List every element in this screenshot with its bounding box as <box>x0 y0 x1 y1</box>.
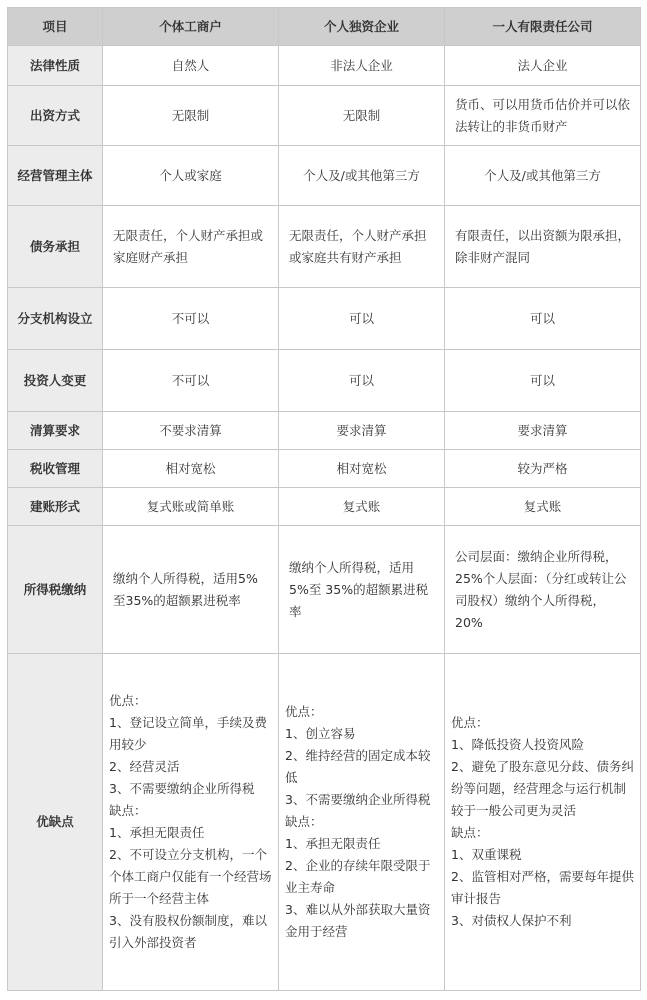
table-row <box>8 146 641 206</box>
pros-cons-line: 3、不需要缴纳企业所得税 <box>285 792 431 807</box>
comparison-table <box>7 7 641 991</box>
table-cell: 可以 <box>279 288 445 350</box>
pros-cons-line: 3、不需要缴纳企业所得税 <box>109 781 255 796</box>
table-row <box>8 350 641 412</box>
table-cell: 个人及/或其他第三方 <box>445 146 641 206</box>
pros-cons-line: 3、对债权人保护不利 <box>451 913 572 928</box>
table-cell: 个人及/或其他第三方 <box>279 146 445 206</box>
header-row <box>8 8 641 46</box>
row-label: 经营管理主体 <box>8 146 103 206</box>
table-cell: 货币、可以用货币估价并可以依法转让的非货币财产 <box>445 86 641 146</box>
table-cell: 复式账 <box>445 488 641 526</box>
table-row <box>8 526 641 654</box>
pros-cons-line: 2、不可设立分支机构，一个个体工商户仅能有一个经营场所于一个经营主体 <box>109 847 272 906</box>
table-cell: 缴纳个人所得税，适用5%至35%的超额累进税率 <box>103 526 279 654</box>
table-cell: 可以 <box>445 288 641 350</box>
pros-cons-row <box>8 654 641 991</box>
table-cell: 公司层面：缴纳企业所得税，25%个人层面：（分红或转让公司股权）缴纳个人所得税，20% <box>445 526 641 654</box>
table-cell: 缴纳个人所得税，适用 5%至 35%的超额累进税率 <box>279 526 445 654</box>
pros-cons-line: 优点： <box>109 693 147 708</box>
row-label: 债务承担 <box>8 206 103 288</box>
table-cell: 复式账或简单账 <box>103 488 279 526</box>
table-row <box>8 412 641 450</box>
table-row <box>8 86 641 146</box>
pros-cons-line: 缺点： <box>451 825 489 840</box>
table-cell: 无限责任，个人财产承担或家庭共有财产承担 <box>279 206 445 288</box>
table-cell: 无限责任，个人财产承担或家庭财产承担 <box>103 206 279 288</box>
pros-cons-line: 2、企业的存续年限受限于业主寿命 <box>285 858 431 895</box>
row-label: 清算要求 <box>8 412 103 450</box>
row-label: 所得税缴纳 <box>8 526 103 654</box>
table-cell: 无限制 <box>103 86 279 146</box>
table-cell: 有限责任，以出资额为限承担，除非财产混同 <box>445 206 641 288</box>
table-row <box>8 488 641 526</box>
pros-cons-line: 2、维持经营的固定成本较低 <box>285 748 431 785</box>
pros-cons-cell <box>445 654 641 991</box>
row-label: 出资方式 <box>8 86 103 146</box>
row-label: 税收管理 <box>8 450 103 488</box>
pros-cons-line: 1、创立容易 <box>285 726 356 741</box>
table-cell: 复式账 <box>279 488 445 526</box>
table-row <box>8 288 641 350</box>
table-cell: 法人企业 <box>445 46 641 86</box>
table-row <box>8 46 641 86</box>
pros-cons-line: 缺点： <box>109 803 147 818</box>
table-cell: 相对宽松 <box>279 450 445 488</box>
pros-cons-cell <box>279 654 445 991</box>
table-cell: 不可以 <box>103 350 279 412</box>
row-label: 投资人变更 <box>8 350 103 412</box>
table-cell: 相对宽松 <box>103 450 279 488</box>
pros-cons-line: 缺点： <box>285 814 323 829</box>
row-label: 法律性质 <box>8 46 103 86</box>
table-cell: 不要求清算 <box>103 412 279 450</box>
row-label: 优缺点 <box>8 654 103 991</box>
pros-cons-line: 2、避免了股东意见分歧、债务纠纷等问题，经营理念与运行机制较于一般公司更为灵活 <box>451 759 634 818</box>
header-one-person-llc: 一人有限责任公司 <box>445 8 641 46</box>
pros-cons-line: 1、双重课税 <box>451 847 522 862</box>
pros-cons-line: 3、难以从外部获取大量资金用于经营 <box>285 902 431 939</box>
row-label: 建账形式 <box>8 488 103 526</box>
pros-cons-cell <box>103 654 279 991</box>
table-cell: 要求清算 <box>445 412 641 450</box>
pros-cons-line: 1、承担无限责任 <box>285 836 381 851</box>
header-sole-proprietor: 个体工商户 <box>103 8 279 46</box>
row-label: 分支机构设立 <box>8 288 103 350</box>
pros-cons-line: 3、没有股权份额制度，难以引入外部投资者 <box>109 913 267 950</box>
pros-cons-line: 1、降低投资人投资风险 <box>451 737 584 752</box>
pros-cons-line: 2、经营灵活 <box>109 759 180 774</box>
table-cell: 非法人企业 <box>279 46 445 86</box>
table-cell: 个人或家庭 <box>103 146 279 206</box>
header-item: 项目 <box>8 8 103 46</box>
table-cell: 无限制 <box>279 86 445 146</box>
table-row <box>8 450 641 488</box>
header-individual-enterprise: 个人独资企业 <box>279 8 445 46</box>
pros-cons-line: 1、承担无限责任 <box>109 825 205 840</box>
table-cell: 可以 <box>279 350 445 412</box>
pros-cons-line: 2、监管相对严格，需要每年提供审计报告 <box>451 869 634 906</box>
pros-cons-line: 1、登记设立简单，手续及费用较少 <box>109 715 267 752</box>
table-cell: 自然人 <box>103 46 279 86</box>
pros-cons-line: 优点： <box>285 704 323 719</box>
table-row <box>8 206 641 288</box>
table-cell: 可以 <box>445 350 641 412</box>
table-cell: 较为严格 <box>445 450 641 488</box>
table-cell: 要求清算 <box>279 412 445 450</box>
pros-cons-line: 优点： <box>451 715 489 730</box>
table-cell: 不可以 <box>103 288 279 350</box>
